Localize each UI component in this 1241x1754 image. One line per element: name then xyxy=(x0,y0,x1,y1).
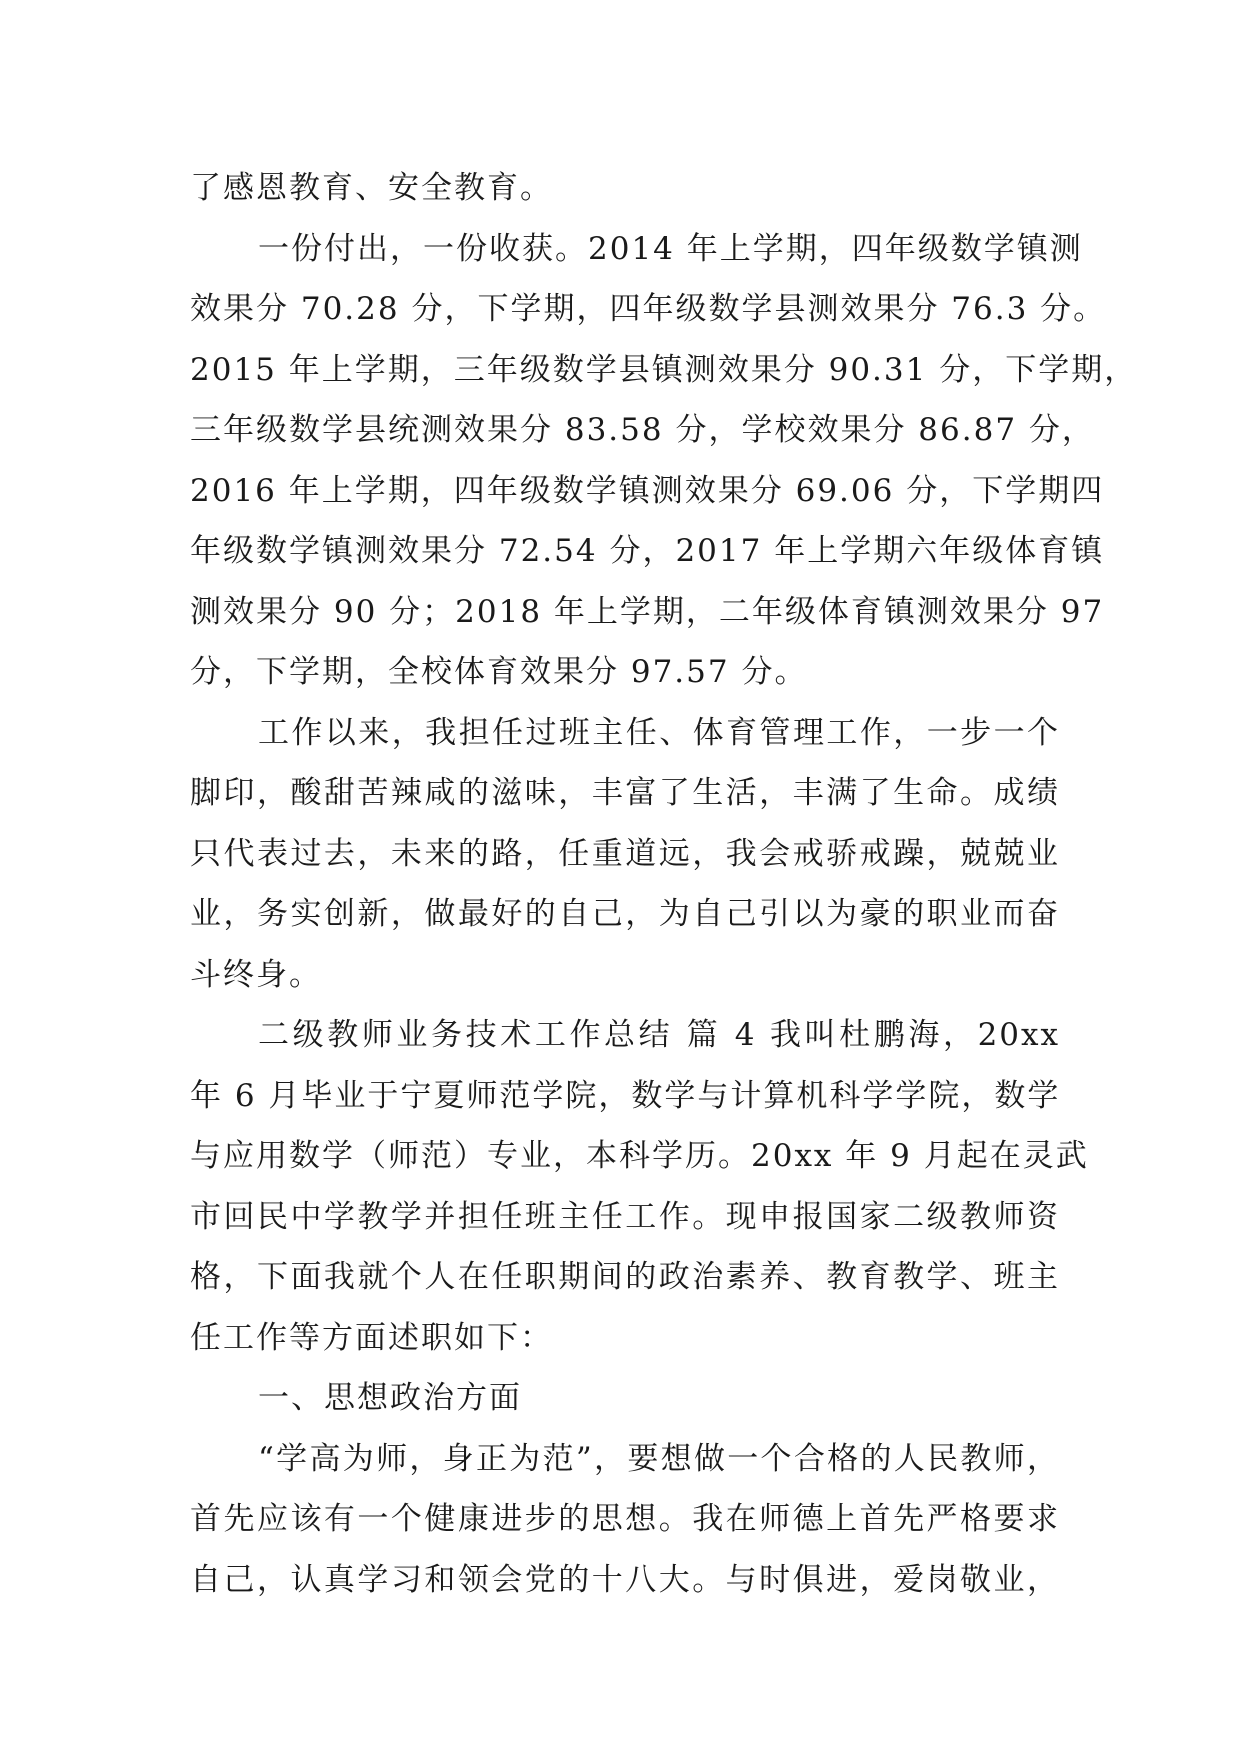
text-line: 斗终身。 xyxy=(190,956,322,993)
text-line: 二级教师业务技术工作总结 篇 4 我叫杜鹏海，20xx xyxy=(258,1017,1060,1053)
text-line: 业，务实创新，做最好的自己，为自己引以为豪的职业而奋 xyxy=(190,896,1060,932)
text-line: 市回民中学教学并担任班主任工作。现申报国家二级教师资 xyxy=(190,1198,1060,1235)
text-line: 只代表过去，未来的路，任重道远，我会戒骄戒躁，兢兢业 xyxy=(190,835,1060,872)
text-line: 2016 年上学期，四年级数学镇测效果分 69.06 分，下学期四 xyxy=(190,472,1105,509)
text-line: 与应用数学（师范）专业，本科学历。20xx 年 9 月起在灵武 xyxy=(190,1138,1089,1174)
text-line: 年 6 月毕业于宁夏师范学院，数学与计算机科学学院，数学 xyxy=(190,1077,1061,1114)
text-line: 测效果分 90 分；2018 年上学期，二年级体育镇测效果分 97 xyxy=(190,593,1105,630)
text-line: 脚印，酸甜苦辣咸的滋味，丰富了生活，丰满了生命。成绩 xyxy=(190,775,1060,811)
text-line: 一、思想政治方面 xyxy=(258,1380,522,1416)
text-line: 工作以来，我担任过班主任、体育管理工作，一步一个 xyxy=(258,714,1060,751)
text-line: 2015 年上学期，三年级数学县镇测效果分 90.31 分，下学期， xyxy=(190,351,1138,388)
text-line: “学高为师，身正为范”，要想做一个合格的人民教师， xyxy=(258,1440,1060,1477)
text-line: 分，下学期，全校体育效果分 97.57 分。 xyxy=(190,654,808,690)
text-line: 首先应该有一个健康进步的思想。我在师德上首先严格要求 xyxy=(190,1501,1060,1537)
text-line: 任工作等方面述职如下： xyxy=(190,1319,553,1356)
text-line: 三年级数学县统测效果分 83.58 分，学校效果分 86.87 分， xyxy=(190,412,1095,448)
text-line: 了感恩教育、安全教育。 xyxy=(190,170,553,206)
text-line: 格，下面我就个人在任职期间的政治素养、教育教学、班主 xyxy=(190,1259,1060,1295)
text-line: 效果分 70.28 分，下学期，四年级数学县测效果分 76.3 分。 xyxy=(190,291,1107,327)
text-line: 自己，认真学习和领会党的十八大。与时俱进，爱岗敬业， xyxy=(190,1561,1060,1598)
text-line: 一份付出，一份收获。2014 年上学期，四年级数学镇测 xyxy=(258,230,1083,267)
text-line: 年级数学镇测效果分 72.54 分，2017 年上学期六年级体育镇 xyxy=(190,533,1105,569)
document-body xyxy=(190,158,1138,1610)
